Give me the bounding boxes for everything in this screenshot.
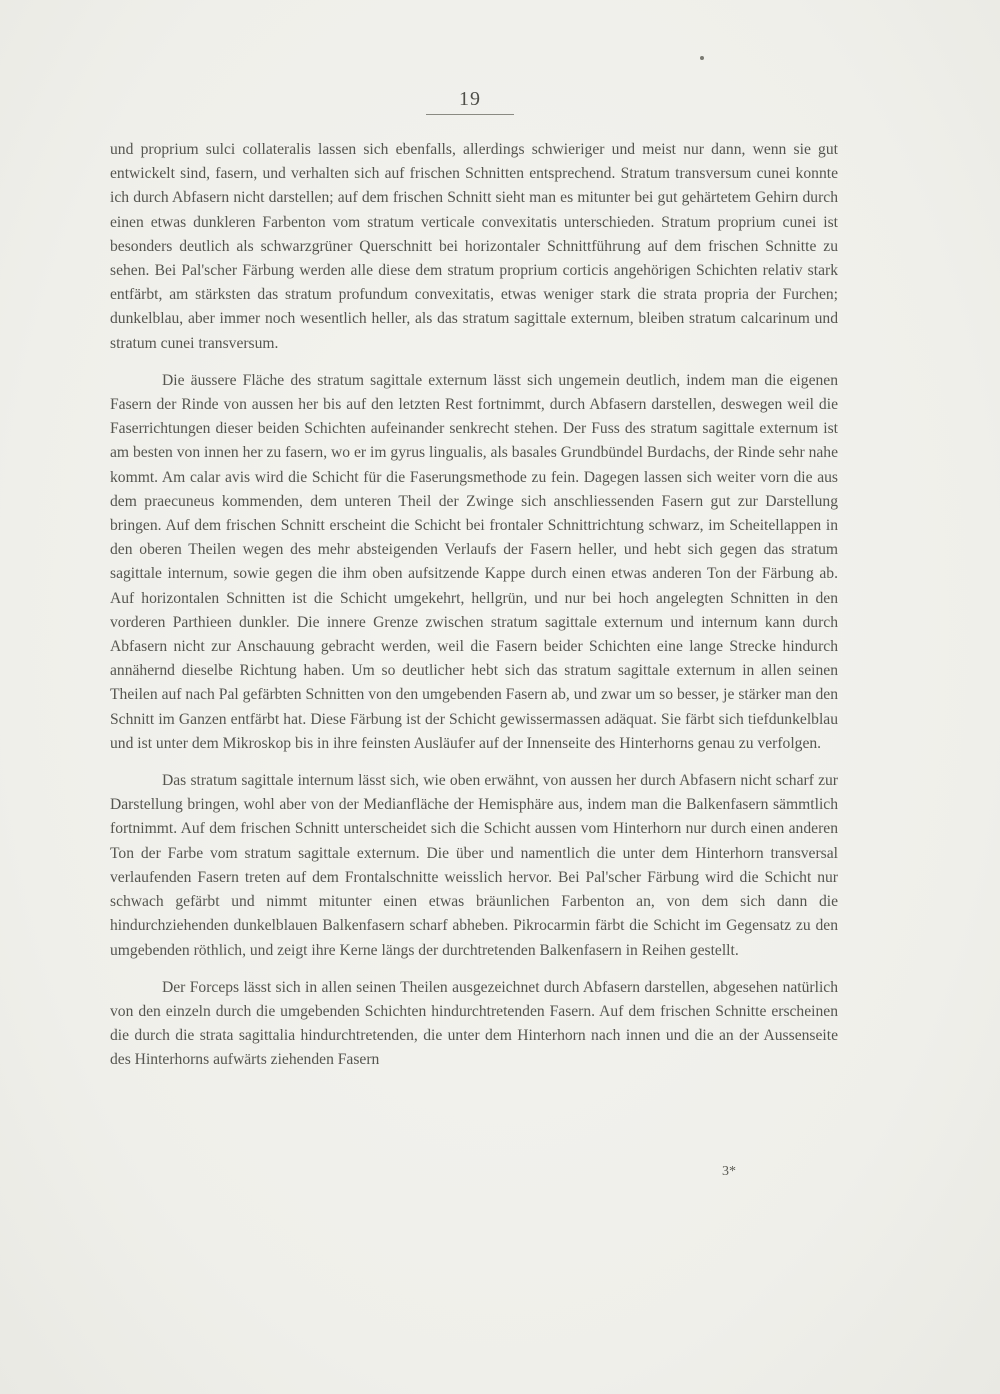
paragraph-4: Der Forceps lässt sich in allen seinen Theilen ausgezeichnet durch Abfasern darstellen, abgesehen natürlich von den einzeln durch die umgebenden Schichten hindurchtretenden Fasern. Auf dem frischen Schnitte erscheinen die durch die strata sagittalia hindurchtretenden, die unter dem Hinterhorn nach innen und die an der Aussenseite des Hinterhorns aufwärts ziehenden Fasern [110, 978, 838, 1069]
header-rule [426, 114, 514, 115]
paragraph-2: Die äussere Fläche des stratum sagittale externum lässt sich ungemein deutlich, indem man die eigenen Fasern der Rinde von aussen her bis auf den letzten Rest fortnimmt, durch Abfasern darstellen, deswegen weil die Faserrichtungen dieser beiden Schichten aufeinander senkrecht stehen. Der Fuss des stratum sagittale externum ist am besten von innen her zu fasern, wo er im gyrus lingualis, als basales Grundbündel Burdachs, der Rinde sehr nahe kommt. Am calar avis wird die Schicht für die Faserungsmethode zu fein. Dagegen lassen sich weiter vorn die aus dem praecuneus kommenden, dem unteren Theil der Zwinge sich anschliessenden Fasern gut zur Darstellung bringen. Auf dem frischen Schnitt erscheint die Schicht bei frontaler Schnittrichtung schwarz, im Scheitellappen in den oberen Theilen wegen des mehr absteigenden Verlaufs der Fasern heller, und hebt sich gegen das stratum sagittale internum, sowie gegen die ihm oben aufsitzende Kappe durch einen etwas anderen Ton der Färbung ab. Auf horizontalen Schnitten ist die Schicht umgekehrt, hellgrün, und nur bei hoch angelegten Schnitten in den vorderen Parthieen dunkler. Die innere Grenze zwischen stratum sagittale externum und internum kann durch Abfasern nicht zur Anschauung gebracht werden, weil die Fasern beider Schichten eine lange Strecke hindurch annähernd dieselbe Richtung haben. Um so deutlicher hebt sich das stratum sagittale externum in allen seinen Theilen auf nach Pal gefärbten Schnitten von den umgebenden Fasern ab, und zwar um so besser, je stärker man den Schnitt im Ganzen entfärbt hat. Diese Färbung ist der Schicht gewissermassen adäquat. Sie färbt sich tiefdunkelblau und ist unter dem Mikroskop bis in ihre feinsten Ausläufer auf der Innenseite des Hinterhorns genau zu verfolgen. [110, 371, 838, 752]
body-text [110, 138, 838, 1086]
signature-mark: 3* [722, 1164, 736, 1179]
page-number: 19 [459, 88, 481, 110]
page-header [425, 88, 515, 115]
paragraph-1: und proprium sulci collateralis lassen sich ebenfalls, allerdings schwieriger und meist nur dann, wenn sie gut entwickelt sind, fasern, und verhalten sich auf frischen Schnitten entsprechend. Stratum transversum cunei konnte ich durch Abfasern nicht darstellen; auf dem frischen Schnitt sieht man es mitunter bei gut gehärtetem Gehirn durch einen etwas dunkleren Farbenton vom stratum verticale convexitatis unterschieden. Stratum proprium cunei ist besonders deutlich als schwarzgrüner Querschnitt bei horizontaler Schnittführung auf dem frischen Schnitte zu sehen. Bei Pal'scher Färbung werden alle diese dem stratum proprium corticis angehörigen Schichten relativ stark entfärbt, am stärksten das stratum profundum convexitatis, etwas weniger stark die strata propria der Furchen; dunkelblau, aber immer noch wesentlich heller, als das stratum sagittale externum, bleiben stratum calcarinum und stratum cunei transversum. [110, 141, 838, 352]
ink-speck [700, 56, 704, 60]
paragraph-3: Das stratum sagittale internum lässt sich, wie oben erwähnt, von aussen her durch Abfasern nicht scharf zur Darstellung bringen, wohl aber von der Medianfläche der Hemisphäre aus, indem man die Balkenfasern sämmtlich fortnimmt. Auf dem frischen Schnitt unterscheidet sich die Schicht aussen vom Hinterhorn nur durch einen anderen Ton der Farbe vom stratum sagittale externum. Die über und namentlich die unter dem Hinterhorn transversal verlaufenden Fasern treten auf dem Frontalschnitte weisslich hervor. Bei Pal'scher Färbung wird die Schicht nur schwach gefärbt und nimmt mitunter einen etwas bräunlichen Farbenton an, von dem sich dann die hindurchziehenden dunkelblauen Balkenfasern scharf abheben. Pikrocarmin färbt die Schicht im Gegensatz zu den umgebenden röthlich, und zeigt ihre Kerne längs der durchtretenden Balkenfasern in Reihen gestellt. [110, 772, 838, 959]
